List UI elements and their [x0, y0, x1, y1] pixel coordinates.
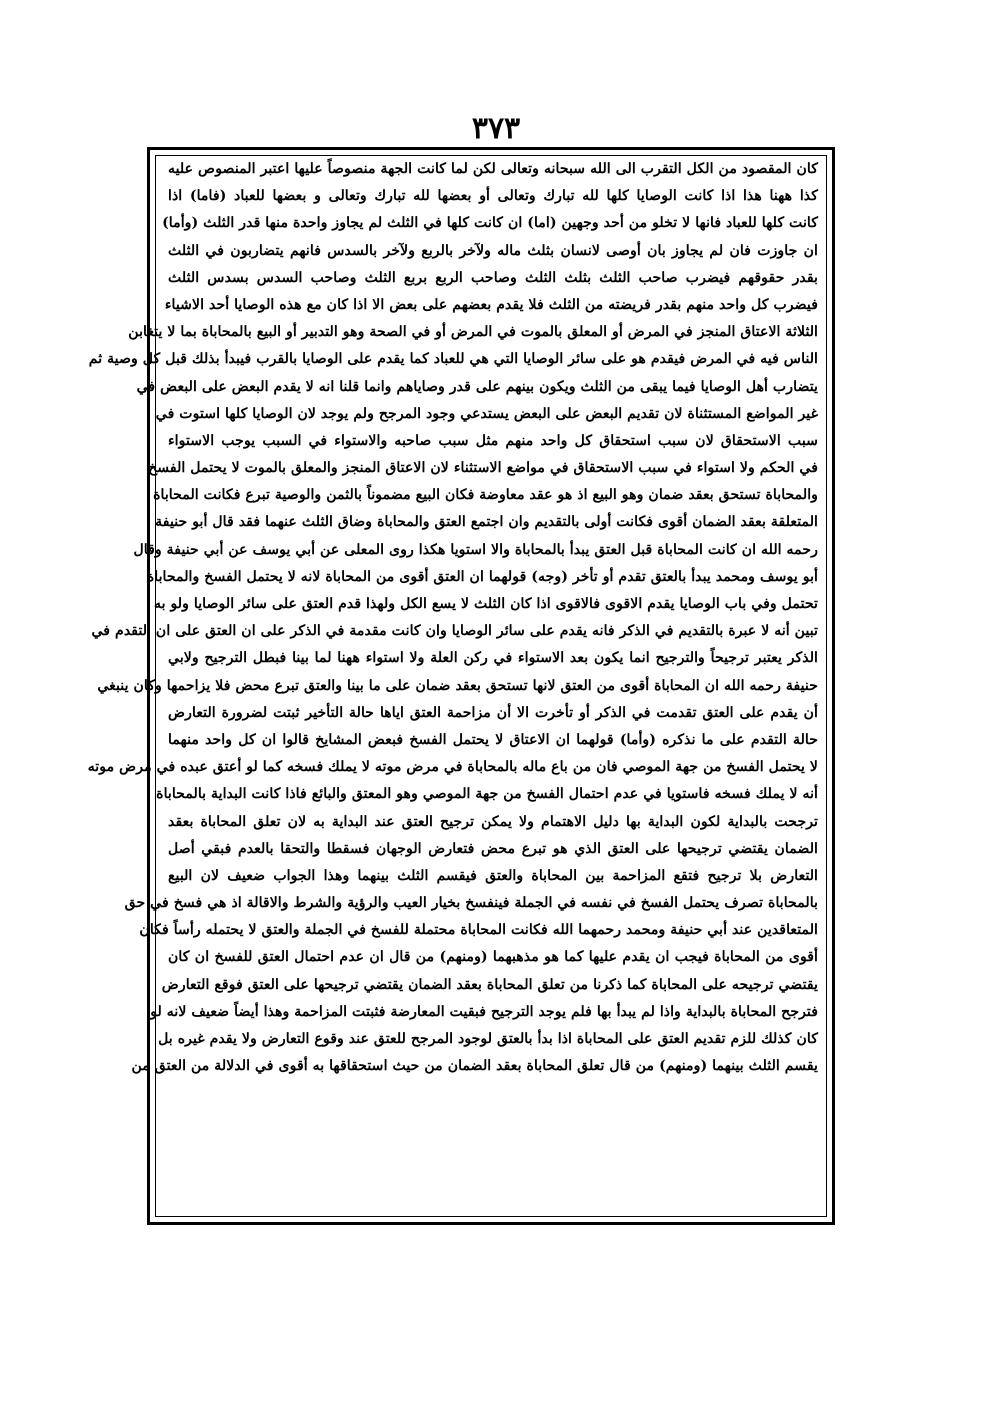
text-line [168, 1080, 818, 1107]
text-line: يقتضي ترجيحه على المحاباة كما ذكرنا من تعلق المحاباة بعقد الضمان يقتضي ترجيحها على العتق فوقع التعارض [161, 976, 818, 993]
text-line: والمحاباة تستحق بعقد ضمان وهو البيع اذ هو عقد معاوضة فكان البيع مضموناً بالثمن والوصية تبرع فكانت المحاباة [153, 487, 818, 504]
text-line: التعارض بلا ترجيح فتقع المزاحمة بين المحاباة والعتق فيقسم الثلث بينهما وهذا الجواب ضعيف لان البيع [168, 867, 818, 884]
text-line: كانت كلها للعباد فانها لا تخلو من أحد وجهين (اما) ان كانت كلها في الثلث لم يجاوز واحدة منها قدر الثلث (وأما) [162, 215, 818, 232]
text-line: المتعاقدين عند أبي حنيفة ومحمد رحمهما الله فكانت المحاباة محتملة للفسخ في الجملة والعتق لا يحتمله رأساً فكان [139, 922, 818, 939]
text-line: كان كذلك للزم تقديم العتق على المحاباة اذا بدأ بالعتق لوجود المرجح للعتق عند وقوع التعارض ولا يقدم غيره بل [158, 1031, 818, 1047]
text-line: الضمان يقتضي ترجيحها على العتق الذي هو تبرع محض فتعارض الوجهان فسقطا والتحقا بالعدم فبقي أصل [168, 840, 818, 857]
text-line: أن يقدم على العتق تقدمت في الذكر أو تأخرت الا أن مزاحمة العتق اياها حالة التأخير ثبتت لضرورة التعارض [168, 704, 818, 721]
text-line: تحتمل وفي باب الوصايا يقدم الاقوى فالاقوى اذا كان الثلث لا يسع الكل ولهذا قدم العتق على سائر الوصايا ولو به [153, 596, 818, 612]
text-line: الناس فيه في المرض فيقدم هو على سائر الوصايا التي هي للعباد كما يقدم على الوصايا بالقرب فيبدأ بذلك قبل كل وصية ثم [88, 351, 818, 368]
text-line: رحمه الله ان كانت المحاباة قبل العتق يبدأ بالمحاباة والا استويا هكذا روى المعلى عن أبي يوسف عن أبي حنيفة وقال [133, 541, 818, 558]
text-line: بالمحاباة تصرف يحتمل الفسخ في نفسه في الجملة فينفسخ بخيار العيب والرؤية والشرط والاقالة اذ هي فسخ في حق [124, 895, 818, 912]
text-line: فترجح المحاباة بالبداية واذا لم يبدأ بها فلم يوجد الترجيح فبقيت المعارضة فثبتت المزاحمة وهذا أيضاً ضعيف لانه لو [150, 1003, 818, 1020]
text-line: الثلاثة الاعتاق المنجز في المرض أو المعلق بالموت في المرض أو في الصحة وهو التدبير أو البيع بالمحاباة بما لا يتغابن [128, 324, 818, 341]
text-line [168, 1162, 818, 1189]
text-line: أبو يوسف ومحمد يبدأ بالعتق تقدم أو تأخر (وجه) قولهما ان العتق أقوى من المحاباة لانه لا يحتمل الفسخ والمحاباة [146, 568, 818, 585]
text-line: حنيفة رحمه الله ان المحاباة أقوى من العتق لانها تستحق بعقد ضمان على ما بينا والعتق تبرع محض فلا يزاحمها وكان ينبغي [97, 677, 818, 694]
text-line: حالة التقدم على ما نذكره (وأما) قولهما ان الاعتاق لا يحتمل الفسخ فبعض المشايخ قالوا ان كل واحد منهما [168, 731, 818, 748]
text-line: بقدر حقوقهم فيضرب صاحب الثلث بثلث الثلث وصاحب الربع بربع الثلث وصاحب السدس بسدس الثلث [168, 269, 818, 286]
text-line: ترجحت بالبداية لكون البداية بها دليل الاهتمام ولا يمكن ترجيح العتق عند البداية به لان تعلق المحاباة بعقد [168, 813, 818, 830]
text-line: تبين أنه لا عبرة بالتقديم في الذكر فانه يقدم على سائر الوصايا وان كانت مقدمة في الذكر على ان العتق على ان التقدم في [91, 623, 818, 640]
text-line [168, 1135, 818, 1162]
text-line: سبب الاستحقاق لان سبب استحقاق كل واحد منهم مثل سبب صاحبه والاستواء في السبب يوجب الاستواء [168, 432, 818, 449]
text-line: في الحكم ولا استواء في سبب الاستحقاق في مواضع الاستثناء لان الاعتاق المنجز والمعلق بالموت لا يحتمل الفسخ [148, 460, 818, 477]
text-line: ان جاوزت فان لم يجاوز بان أوصى لانسان بثلث ماله ولآخر بالربع ولآخر بالسدس فانهم يتضاربون في الثلث [168, 242, 818, 259]
text-line: أقوى من المحاباة فيجب ان يقدم عليها كما هو مذهبهما (ومنهم) من قال ان عدم احتمال العتق للفسخ ان كان [168, 949, 818, 966]
text-line: فيضرب كل واحد منهم بقدر فريضته من الثلث فلا يقدم بعضهم على بعض الا اذا كان مع هذه الوصايا أحد الاشياء [164, 296, 818, 313]
text-line: كان المقصود من الكل التقرب الى الله سبحانه وتعالى لكن لما كانت الجهة منصوصاً عليها اعتبر المنصوص عليه [168, 161, 818, 177]
text-line: أنه لا يملك فسخه فاستويا في عدم احتمال الفسخ من جهة الموصي وهو المعتق والبائع فاذا كانت البداية بالمحاباة [156, 786, 818, 803]
text-line: كذا ههنا هذا اذا كانت الوصايا كلها لله تبارك وتعالى أو بعضها لله تبارك وتعالى و بعضها للعباد (فاما) اذا [168, 188, 818, 205]
text-line: يقسم الثلث بينهما (ومنهم) من قال تعلق المحاباة بعقد الضمان من حيث استحقاقها به أقوى في الدلالة من العتق من [131, 1058, 818, 1075]
text-line: يتضارب أهل الوصايا فيما يبقى من الثلث ويكون بينهم على قدر وصاياهم وانما قلنا انه لا يقدم البعض على البعض في [136, 378, 818, 395]
text-line: الذكر يعتبر ترجيحاً والترجيح انما يكون بعد الاستواء في ركن العلة ولا استواء ههنا لما بينا فبطل الترجيح ولابي [168, 650, 818, 667]
text-line: غير المواضع المستثناة لان تقديم البعض على البعض يستدعي وجود المرجح ولم يوجد لان الوصايا كلها استوت في [155, 405, 818, 422]
text-block [87, 156, 818, 1189]
text-line: لا يحتمل الفسخ من جهة الموصي فان من باع ماله بالمحاباة في مرض موته لا يملك فسخه كما لو أعتق عبده في مرض موته [87, 759, 818, 776]
text-line [168, 1108, 818, 1135]
text-line: المتعلقة بعقد الضمان أقوى فكانت أولى بالتقديم وان اجتمع العتق والمحاباة وضاق الثلث عنهما فقد قال أبو حنيفة [155, 514, 818, 531]
page-number: ٣٧٣ [471, 111, 521, 146]
